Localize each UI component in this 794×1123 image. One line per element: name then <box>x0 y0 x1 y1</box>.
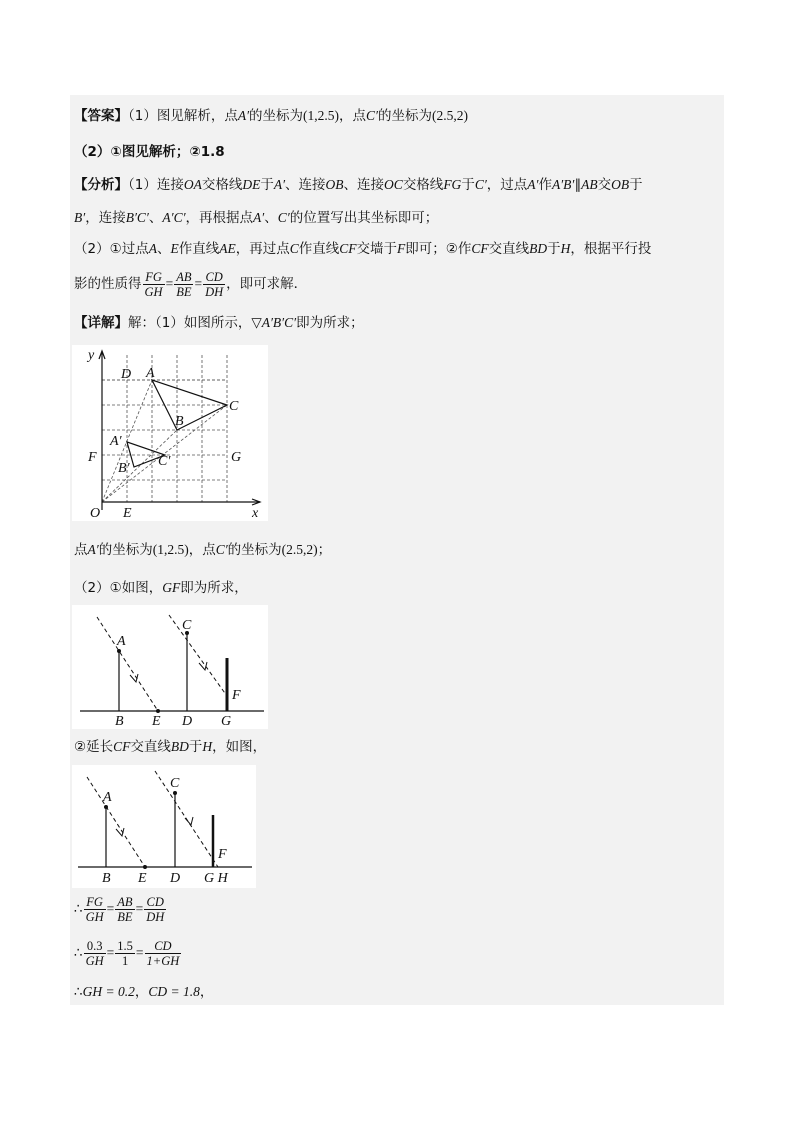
coordinate-svg <box>72 345 268 521</box>
point-label: E <box>170 241 179 256</box>
therefore-symbol: ∴ <box>74 945 83 961</box>
label-GH: G H <box>204 871 228 886</box>
label-A: A <box>146 366 155 381</box>
label-y: y <box>88 348 95 363</box>
fraction <box>203 270 225 299</box>
text: ， <box>199 984 214 1000</box>
segment-label: BD <box>529 241 548 256</box>
point-label: A′ <box>87 542 99 557</box>
fraction <box>84 895 106 924</box>
segment-label: A′B′ <box>551 177 575 192</box>
numerator: CD <box>203 270 225 285</box>
fraction <box>115 895 134 924</box>
fraction <box>115 939 135 968</box>
text: 、 <box>156 241 171 257</box>
segment-label: OC <box>384 177 403 192</box>
answer-tag: 【答案】 <box>74 108 128 124</box>
coordinate-value: (1,2.5) <box>303 108 340 123</box>
point-C <box>173 791 177 795</box>
coordinate-value: (2.5,2) <box>281 542 318 557</box>
segment-label: AE <box>219 241 236 256</box>
text: ，如图， <box>212 739 267 755</box>
text: 交直线 <box>488 241 530 257</box>
result-value: GH = 0.2 <box>82 984 135 999</box>
segment-label: CF <box>471 241 489 256</box>
segment-label: A′C′ <box>162 210 186 225</box>
answer-text: ，点 <box>339 108 367 124</box>
text: 交格线 <box>201 177 243 193</box>
numerator: AB <box>176 269 192 284</box>
sun-ray-AE <box>97 617 158 711</box>
label-x: x <box>252 506 259 521</box>
text: ，再根据点 <box>185 210 254 226</box>
text: ，点 <box>188 542 216 558</box>
equals-sign: = <box>135 945 144 960</box>
equals-sign: = <box>106 945 115 960</box>
equals-sign: = <box>194 276 203 291</box>
denominator: GH <box>85 953 104 968</box>
denominator: 1+GH <box>146 953 180 968</box>
detail-tag: 【详解】 <box>74 315 128 331</box>
projection-svg-1 <box>72 605 268 729</box>
text: 交墙于 <box>356 241 397 257</box>
fraction <box>174 270 193 299</box>
point-label: H <box>560 241 571 256</box>
text: 即可；②作 <box>405 241 472 257</box>
ray-arrow <box>130 674 138 682</box>
text: ，即可求解． <box>226 276 308 292</box>
text: 点 <box>74 542 88 558</box>
equation-1 <box>74 893 167 925</box>
label-F: F <box>88 450 97 465</box>
text: 于 <box>629 177 643 193</box>
equals-sign: = <box>106 901 115 916</box>
point-label: C′ <box>366 108 379 123</box>
segment-label: DE <box>242 177 261 192</box>
text: 交格线 <box>402 177 444 193</box>
segment-label: OB <box>325 177 344 192</box>
therefore-symbol: ∴ <box>74 984 83 1000</box>
sun-ray-AE <box>87 777 145 867</box>
denominator: BE <box>176 284 192 299</box>
label-Ap: A′ <box>110 434 122 449</box>
point-label: C′ <box>215 542 228 557</box>
label-E: E <box>152 714 161 729</box>
text: ，过点 <box>486 177 528 193</box>
point-label: A′ <box>253 210 265 225</box>
text: ， <box>134 984 149 1000</box>
label-D: D <box>182 714 193 729</box>
analysis-line-2 <box>74 208 438 228</box>
triangle-label: ▽A′B′C′ <box>251 315 297 330</box>
projection-figure-2 <box>72 765 256 888</box>
fraction <box>143 270 165 299</box>
detail-line-1 <box>74 313 364 333</box>
label-E: E <box>138 871 147 886</box>
numerator: 0.3 <box>84 939 106 954</box>
sun-ray-CF <box>169 615 227 696</box>
text: 于 <box>547 241 561 257</box>
segment-label: FG <box>443 177 462 192</box>
text: ，再过点 <box>235 241 290 257</box>
coordinate-result-line <box>74 540 331 560</box>
label-D: D <box>170 871 181 886</box>
projection-svg-2 <box>72 765 256 888</box>
analysis-line-1 <box>74 175 643 195</box>
text: 于 <box>260 177 274 193</box>
text: （2）①如图， <box>74 580 163 596</box>
segment-label: B′C′ <box>125 210 149 225</box>
segment-label: CF <box>113 739 131 754</box>
text: 交直线 <box>130 739 171 755</box>
text: 作 <box>538 177 552 193</box>
label-A: A <box>117 634 126 649</box>
point-label: B′ <box>74 210 86 225</box>
numerator: FG <box>143 270 165 285</box>
text: 的坐标为 <box>98 542 153 558</box>
text: 、 <box>264 210 278 226</box>
analysis-line-4 <box>74 268 307 300</box>
label-F: F <box>232 688 241 703</box>
point-E <box>156 709 160 713</box>
label-B: B <box>115 714 124 729</box>
fraction <box>144 895 166 924</box>
coordinate-value: (1,2.5) <box>152 542 189 557</box>
therefore-symbol: ∴ <box>74 901 83 917</box>
numerator: 1.5 <box>117 938 133 953</box>
point-A <box>104 805 108 809</box>
denominator: BE <box>117 909 133 924</box>
answer-line-1 <box>74 106 468 126</box>
answer-text: 的坐标为 <box>249 108 304 124</box>
point-label: A′ <box>527 177 539 192</box>
coordinate-figure <box>72 345 268 521</box>
answer-line-2: （2）①图见解析；②1.8 <box>74 144 225 160</box>
point-E <box>143 865 147 869</box>
text: 、 <box>148 210 163 226</box>
analysis-tag: 【分析】 <box>74 177 128 193</box>
segment-label: AB <box>581 177 598 192</box>
text: 、连接 <box>285 177 326 193</box>
text: 即为所求， <box>180 580 248 596</box>
segment-label: OB <box>611 177 630 192</box>
equals-sign: = <box>165 276 174 291</box>
label-E: E <box>123 506 132 521</box>
label-B: B <box>175 414 184 429</box>
label-O: O <box>90 506 101 521</box>
fraction <box>84 939 106 968</box>
label-B: B <box>102 871 111 886</box>
text: 的坐标为 <box>227 542 282 558</box>
label-A: A <box>103 790 112 805</box>
denominator: DH <box>146 909 165 924</box>
text: 解：（1）如图所示， <box>128 315 252 331</box>
point-label: A <box>148 241 157 256</box>
denominator: GH <box>85 909 104 924</box>
text: 的位置写出其坐标即可； <box>289 210 439 226</box>
label-F: F <box>218 847 227 862</box>
text: 作直线 <box>298 241 340 257</box>
label-Cp: C′ <box>158 454 171 469</box>
point-label: H <box>202 739 213 754</box>
text: （2）①过点 <box>74 241 149 257</box>
result-value: CD = 1.8 <box>148 984 200 999</box>
point-label: C <box>289 241 299 256</box>
coordinate-value: (2.5,2) <box>432 108 469 123</box>
segment-label: CF <box>339 241 357 256</box>
denominator: GH <box>144 284 163 299</box>
point-label: F <box>396 241 406 256</box>
point-A <box>117 649 121 653</box>
projection-figure-1 <box>72 605 268 729</box>
text: 影的性质得 <box>74 276 142 292</box>
denominator: DH <box>205 284 224 299</box>
text: 于 <box>461 177 475 193</box>
analysis-line-3 <box>74 239 651 259</box>
numerator: CD <box>145 939 182 954</box>
text: 即为所求； <box>296 315 364 331</box>
part2-line-1 <box>74 578 248 598</box>
text: ； <box>317 542 332 558</box>
point-label: A′ <box>273 177 286 192</box>
label-Bp: B′ <box>118 461 130 476</box>
text: ，连接 <box>85 210 126 226</box>
point-label: C′ <box>474 177 487 192</box>
label-C: C <box>170 776 180 791</box>
fraction <box>145 939 182 968</box>
text: 、连接 <box>343 177 385 193</box>
text: （1）连接 <box>128 177 184 193</box>
numerator: CD <box>144 895 166 910</box>
numerator: FG <box>84 895 106 910</box>
segment-label: BD <box>170 739 189 754</box>
label-G: G <box>231 450 242 465</box>
part2-line-2 <box>74 737 266 757</box>
label-C: C <box>229 399 239 414</box>
numerator: AB <box>117 894 133 909</box>
point-label: C′ <box>277 210 290 225</box>
label-G: G <box>221 714 232 729</box>
equation-2 <box>74 937 182 969</box>
point-label: A′ <box>237 108 250 123</box>
equation-3 <box>74 982 213 1002</box>
label-C: C <box>182 618 192 633</box>
text: ②延长 <box>74 739 114 755</box>
ray-arrow <box>116 828 124 836</box>
denominator: 1 <box>121 953 129 968</box>
answer-text: 的坐标为 <box>378 108 433 124</box>
text: 于 <box>188 739 203 755</box>
equals-sign: = <box>135 901 144 916</box>
text: 交 <box>597 177 612 193</box>
text: ∥ <box>574 177 582 193</box>
label-D: D <box>121 367 132 382</box>
answer-text: （1）图见解析，点 <box>128 108 238 124</box>
text: ，根据平行投 <box>570 241 652 257</box>
segment-label: GF <box>162 580 181 595</box>
segment-label: OA <box>183 177 202 192</box>
text: 作直线 <box>178 241 220 257</box>
